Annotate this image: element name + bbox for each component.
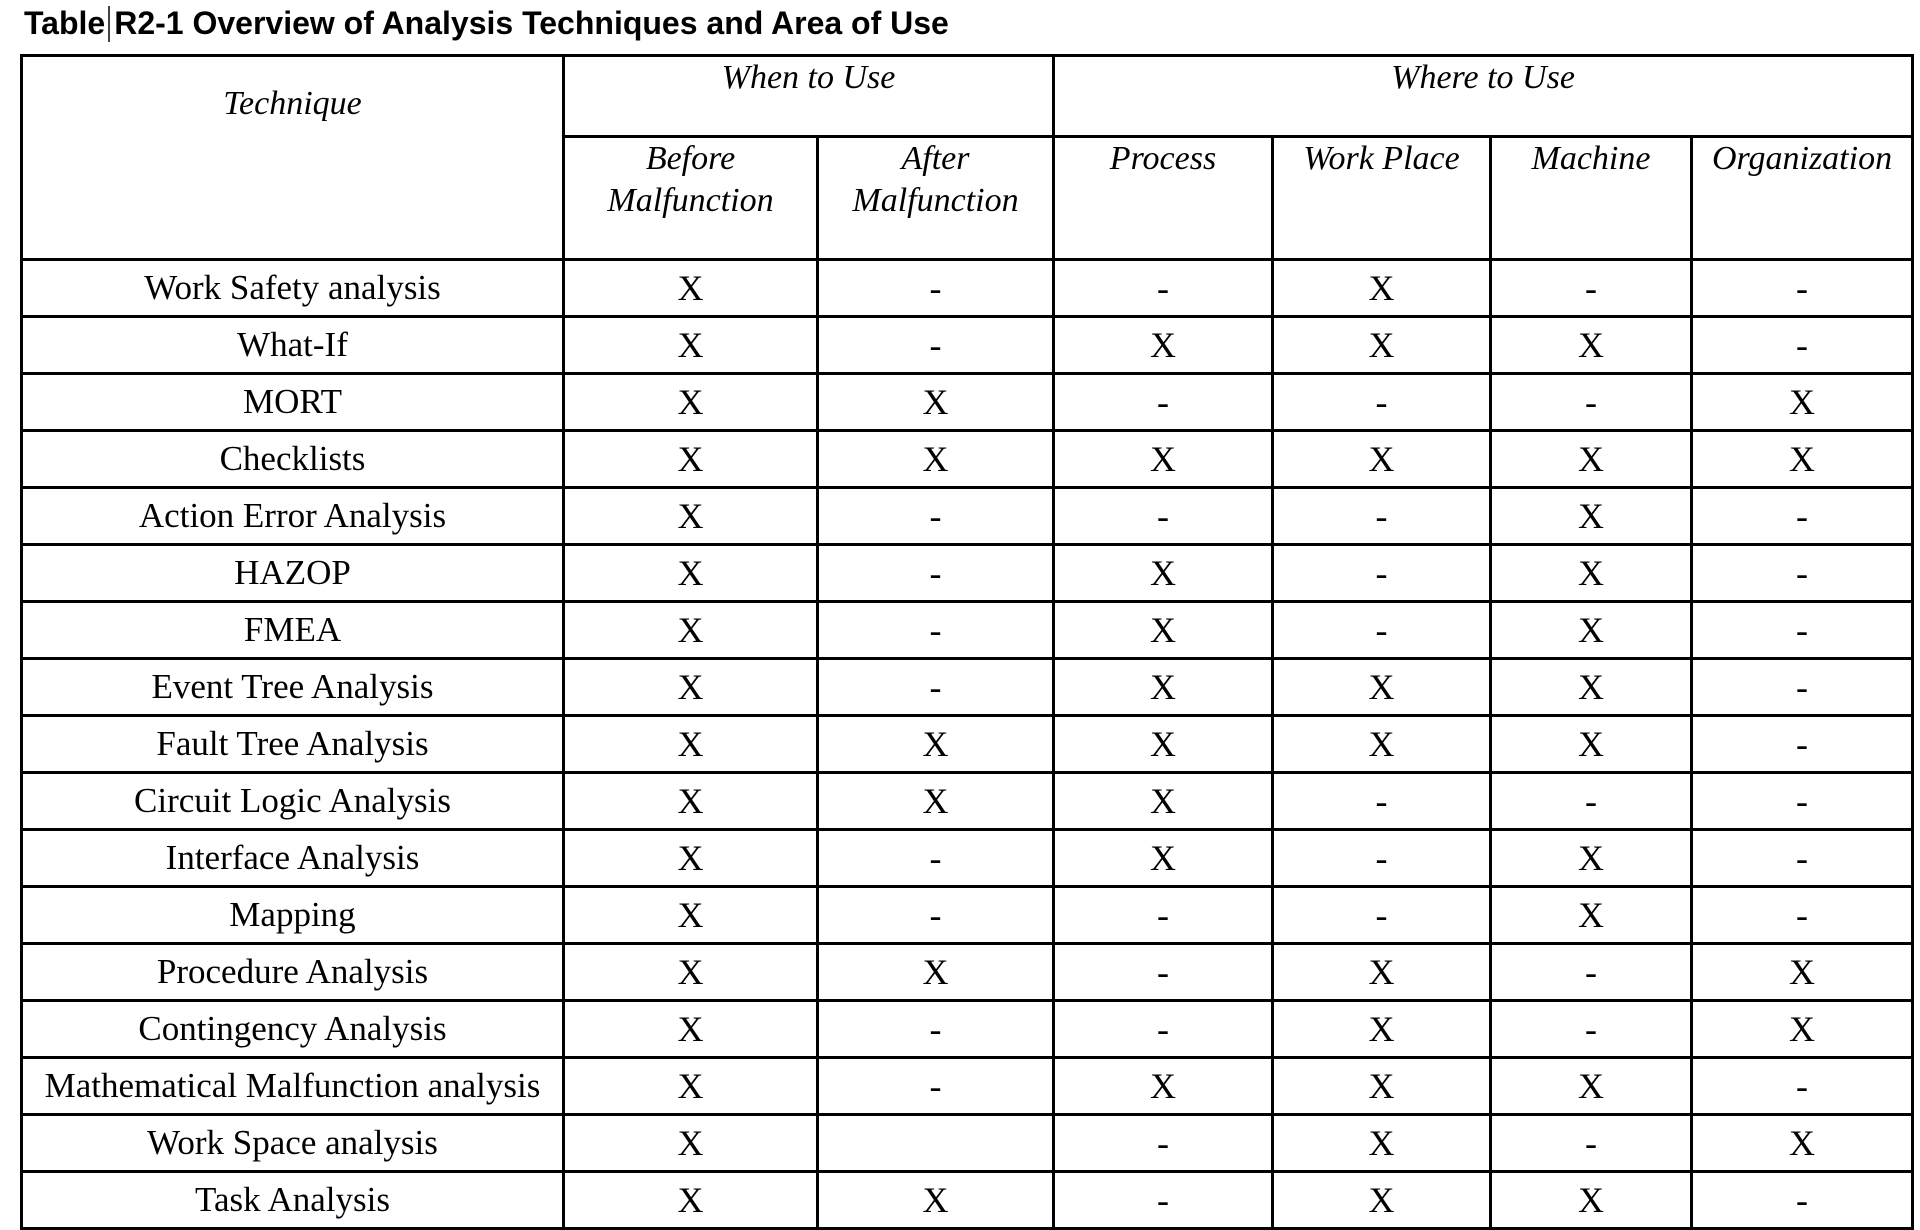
mark-cell: - [1692, 1058, 1913, 1115]
mark-cell: - [1273, 887, 1491, 944]
mark-cell: X [818, 716, 1054, 773]
technique-cell: What-If [22, 317, 564, 374]
technique-cell: Contingency Analysis [22, 1001, 564, 1058]
technique-cell: Mapping [22, 887, 564, 944]
technique-cell: Circuit Logic Analysis [22, 773, 564, 830]
analysis-techniques-table [20, 54, 1914, 1230]
table-row [22, 716, 1913, 773]
mark-cell: - [1054, 374, 1273, 431]
technique-cell: Checklists [22, 431, 564, 488]
mark-cell: - [1054, 944, 1273, 1001]
mark-cell: - [1692, 602, 1913, 659]
mark-cell: X [564, 488, 818, 545]
mark-cell: - [1273, 374, 1491, 431]
mark-cell: X [564, 602, 818, 659]
mark-cell: X [1273, 944, 1491, 1001]
mark-cell: - [1273, 545, 1491, 602]
mark-cell: X [1273, 317, 1491, 374]
caption-label: Table [24, 5, 106, 41]
mark-cell: X [818, 374, 1054, 431]
mark-cell: X [1273, 431, 1491, 488]
mark-cell: X [1692, 431, 1913, 488]
mark-cell: X [564, 944, 818, 1001]
mark-cell: X [1491, 1058, 1692, 1115]
technique-cell: Mathematical Malfunction analysis [22, 1058, 564, 1115]
header-when-to-use: When to Use [564, 56, 1054, 137]
mark-cell: X [564, 1115, 818, 1172]
mark-cell: - [818, 1001, 1054, 1058]
mark-cell: - [1692, 659, 1913, 716]
mark-cell: - [1692, 545, 1913, 602]
table-caption [24, 0, 949, 46]
mark-cell: - [1491, 1115, 1692, 1172]
mark-cell: X [1491, 602, 1692, 659]
mark-cell: - [1491, 773, 1692, 830]
table-row [22, 317, 1913, 374]
mark-cell: - [1273, 602, 1491, 659]
mark-cell: X [1054, 716, 1273, 773]
mark-cell: X [564, 431, 818, 488]
table-row [22, 1172, 1913, 1229]
technique-cell: Event Tree Analysis [22, 659, 564, 716]
mark-cell: X [1491, 317, 1692, 374]
mark-cell: X [1054, 659, 1273, 716]
mark-cell: X [1692, 1001, 1913, 1058]
header-organization: Organization [1692, 137, 1913, 260]
mark-cell: - [1692, 488, 1913, 545]
mark-cell: - [1054, 1172, 1273, 1229]
mark-cell: X [1273, 1172, 1491, 1229]
table-row [22, 944, 1913, 1001]
table-row [22, 830, 1913, 887]
mark-cell: X [1692, 944, 1913, 1001]
table-row [22, 545, 1913, 602]
mark-cell: - [1491, 1001, 1692, 1058]
mark-cell: X [1273, 716, 1491, 773]
mark-cell: - [1692, 773, 1913, 830]
header-row-groups [22, 56, 1913, 137]
mark-cell: X [564, 830, 818, 887]
mark-cell: X [818, 773, 1054, 830]
mark-cell: - [1692, 830, 1913, 887]
technique-cell: Work Safety analysis [22, 260, 564, 317]
mark-cell: X [1273, 1001, 1491, 1058]
table-row [22, 1115, 1913, 1172]
header-machine: Machine [1491, 137, 1692, 260]
mark-cell: X [1491, 659, 1692, 716]
table-row [22, 260, 1913, 317]
mark-cell: X [564, 545, 818, 602]
mark-cell: X [1491, 431, 1692, 488]
mark-cell [818, 1115, 1054, 1172]
mark-cell: - [818, 830, 1054, 887]
mark-cell: - [1054, 488, 1273, 545]
mark-cell: X [1491, 1172, 1692, 1229]
mark-cell: - [1692, 1172, 1913, 1229]
mark-cell: - [1491, 944, 1692, 1001]
mark-cell: X [564, 1001, 818, 1058]
technique-cell: HAZOP [22, 545, 564, 602]
mark-cell: X [564, 260, 818, 317]
mark-cell: - [1273, 488, 1491, 545]
mark-cell: X [1491, 830, 1692, 887]
mark-cell: - [1273, 773, 1491, 830]
mark-cell: X [1692, 374, 1913, 431]
mark-cell: - [818, 602, 1054, 659]
technique-cell: Interface Analysis [22, 830, 564, 887]
mark-cell: - [1054, 260, 1273, 317]
mark-cell: X [1491, 716, 1692, 773]
mark-cell: X [1054, 545, 1273, 602]
table-body [22, 260, 1913, 1229]
header-after-malfunction: After Malfunction [818, 137, 1054, 260]
mark-cell: X [1491, 488, 1692, 545]
text-cursor [108, 6, 110, 42]
mark-cell: X [1491, 887, 1692, 944]
mark-cell: - [818, 659, 1054, 716]
header-before-malfunction: Before Malfunction [564, 137, 818, 260]
table-row [22, 431, 1913, 488]
table-row [22, 602, 1913, 659]
mark-cell: X [1273, 260, 1491, 317]
mark-cell: X [818, 944, 1054, 1001]
technique-cell: MORT [22, 374, 564, 431]
mark-cell: X [818, 431, 1054, 488]
mark-cell: - [1692, 716, 1913, 773]
mark-cell: X [564, 1058, 818, 1115]
mark-cell: X [1054, 1058, 1273, 1115]
mark-cell: X [1054, 602, 1273, 659]
mark-cell: - [1692, 317, 1913, 374]
table-row [22, 887, 1913, 944]
table-row [22, 659, 1913, 716]
table-row [22, 488, 1913, 545]
mark-cell: X [1491, 545, 1692, 602]
mark-cell: X [1054, 773, 1273, 830]
technique-cell: Action Error Analysis [22, 488, 564, 545]
mark-cell: - [1054, 1001, 1273, 1058]
mark-cell: - [818, 545, 1054, 602]
mark-cell: X [1692, 1115, 1913, 1172]
technique-cell: Fault Tree Analysis [22, 716, 564, 773]
mark-cell: X [564, 1172, 818, 1229]
mark-cell: - [818, 488, 1054, 545]
mark-cell: - [1491, 260, 1692, 317]
mark-cell: X [564, 716, 818, 773]
mark-cell: X [564, 374, 818, 431]
mark-cell: X [564, 317, 818, 374]
mark-cell: X [1054, 317, 1273, 374]
technique-cell: Procedure Analysis [22, 944, 564, 1001]
mark-cell: X [564, 659, 818, 716]
table-row [22, 773, 1913, 830]
mark-cell: - [818, 1058, 1054, 1115]
table-row [22, 374, 1913, 431]
mark-cell: - [1491, 374, 1692, 431]
table-row [22, 1001, 1913, 1058]
mark-cell: - [1054, 1115, 1273, 1172]
mark-cell: - [1273, 830, 1491, 887]
header-technique: Technique [22, 56, 564, 260]
mark-cell: - [1692, 887, 1913, 944]
mark-cell: - [818, 317, 1054, 374]
mark-cell: - [1692, 260, 1913, 317]
mark-cell: - [818, 887, 1054, 944]
technique-cell: FMEA [22, 602, 564, 659]
mark-cell: X [564, 773, 818, 830]
header-where-to-use: Where to Use [1054, 56, 1913, 137]
technique-cell: Work Space analysis [22, 1115, 564, 1172]
mark-cell: X [818, 1172, 1054, 1229]
header-work-place: Work Place [1273, 137, 1491, 260]
mark-cell: X [564, 887, 818, 944]
caption-title: R2-1 Overview of Analysis Techniques and Area of Use [114, 5, 949, 41]
header-process: Process [1054, 137, 1273, 260]
mark-cell: X [1054, 431, 1273, 488]
technique-cell: Task Analysis [22, 1172, 564, 1229]
mark-cell: X [1273, 659, 1491, 716]
mark-cell: X [1054, 830, 1273, 887]
table-row [22, 1058, 1913, 1115]
mark-cell: X [1273, 1115, 1491, 1172]
mark-cell: - [1054, 887, 1273, 944]
mark-cell: X [1273, 1058, 1491, 1115]
mark-cell: - [818, 260, 1054, 317]
